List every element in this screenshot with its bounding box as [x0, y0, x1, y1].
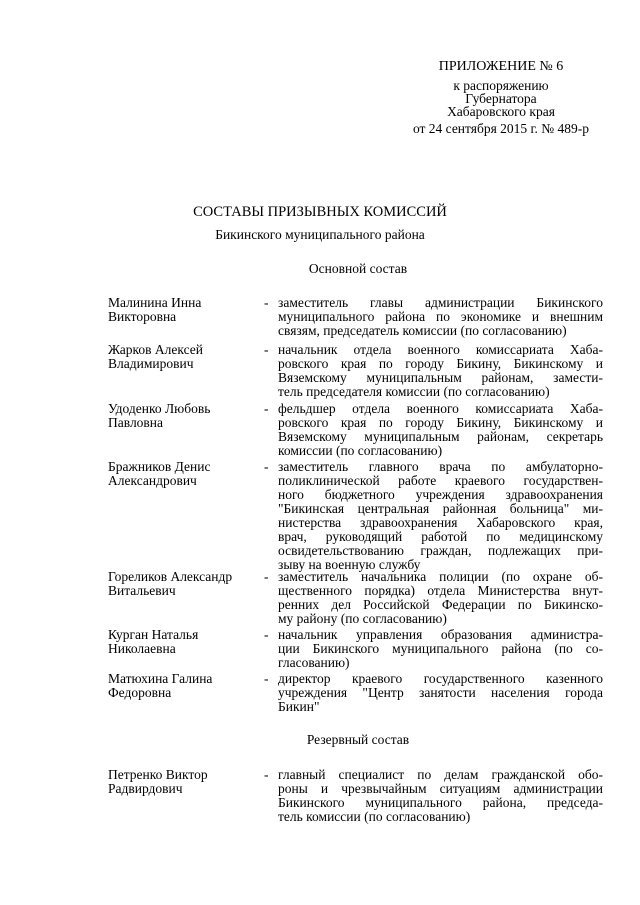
document-subtitle: Бикинского муниципального района [215, 227, 425, 242]
member-name: Бражников Денис Александрович [108, 459, 211, 488]
dash: - [264, 401, 269, 416]
member-position: начальник отдела военного комиссариата Хаба- ровского края по городу Бикину, Бикинскому и Вяземскому муниципальным районам, замести- тель председателя комиссии (по согласованию) [278, 342, 603, 399]
appendix-line: к распоряжению [453, 78, 549, 93]
member-name: Матюхина Галина Федоровна [108, 671, 213, 700]
dash: - [264, 295, 269, 310]
appendix-title: ПРИЛОЖЕНИЕ № 6 [438, 59, 564, 74]
member-position: главный специалист по делам гражданской обо- роны и чрезвычайным ситуациям администрации Бикинского муниципального района, председа- тель комиссии (по согласованию) [278, 767, 603, 824]
member-position: начальник управления образования администра- ции Бикинского муниципального района (по со- гласованию) [278, 627, 603, 670]
appendix-date-line: от 24 сентября 2015 г. № 489-р [412, 121, 590, 136]
dash: - [264, 342, 269, 357]
appendix-line: Губернатора [465, 91, 537, 106]
dash: - [264, 767, 269, 782]
member-position: заместитель главного врача по амбулаторно- поликлинической работе краевого государствен- ного бюджетного учреждения здравоохранения "Бикинская центральная районная больница" ми- нистерства здравоохранения Хабаровского края, врач, руководящий работой по медицинскому освидетельствованию граждан, подлежащих при- зыву на военную службу [278, 459, 603, 572]
member-name: Малинина Инна Викторовна [108, 295, 202, 324]
appendix-block [396, 60, 606, 135]
member-position: директор краевого государственного казенного учреждения "Центр занятости населения города Бикин" [278, 671, 603, 714]
member-name: Курган Наталья Николаевна [108, 627, 199, 656]
dash: - [264, 627, 269, 642]
dash: - [264, 459, 269, 474]
dash: - [264, 569, 269, 584]
member-name: Удоденко Любовь Павловна [108, 401, 211, 430]
appendix-line: Хабаровского края [447, 104, 555, 119]
member-position: заместитель главы администрации Бикинского муниципального района по экономике и внешним связям, председатель комиссии (по согласованию) [278, 295, 603, 338]
member-name: Петренко Виктор Радвирдович [108, 767, 208, 796]
section-heading-main: Основной состав [308, 261, 408, 276]
dash: - [264, 671, 269, 686]
member-name: Гореликов Александр Витальевич [108, 569, 233, 598]
member-position: фельдшер отдела военного комиссариата Хаба- ровского края по городу Бикину, Бикинскому и Вяземскому муниципальным районам, секретарь комиссии (по согласованию) [278, 401, 603, 458]
section-heading-reserve: Резервный состав [306, 732, 410, 747]
member-name: Жарков Алексей Владимирович [108, 342, 203, 371]
member-position: заместитель начальника полиции (по охране об- щественного порядка) отдела Министерства внут- ренних дел Российской Федерации по Бикинско- му району (по согласованию) [278, 569, 603, 626]
document-title: СОСТАВЫ ПРИЗЫВНЫХ КОМИССИЙ [193, 204, 447, 220]
